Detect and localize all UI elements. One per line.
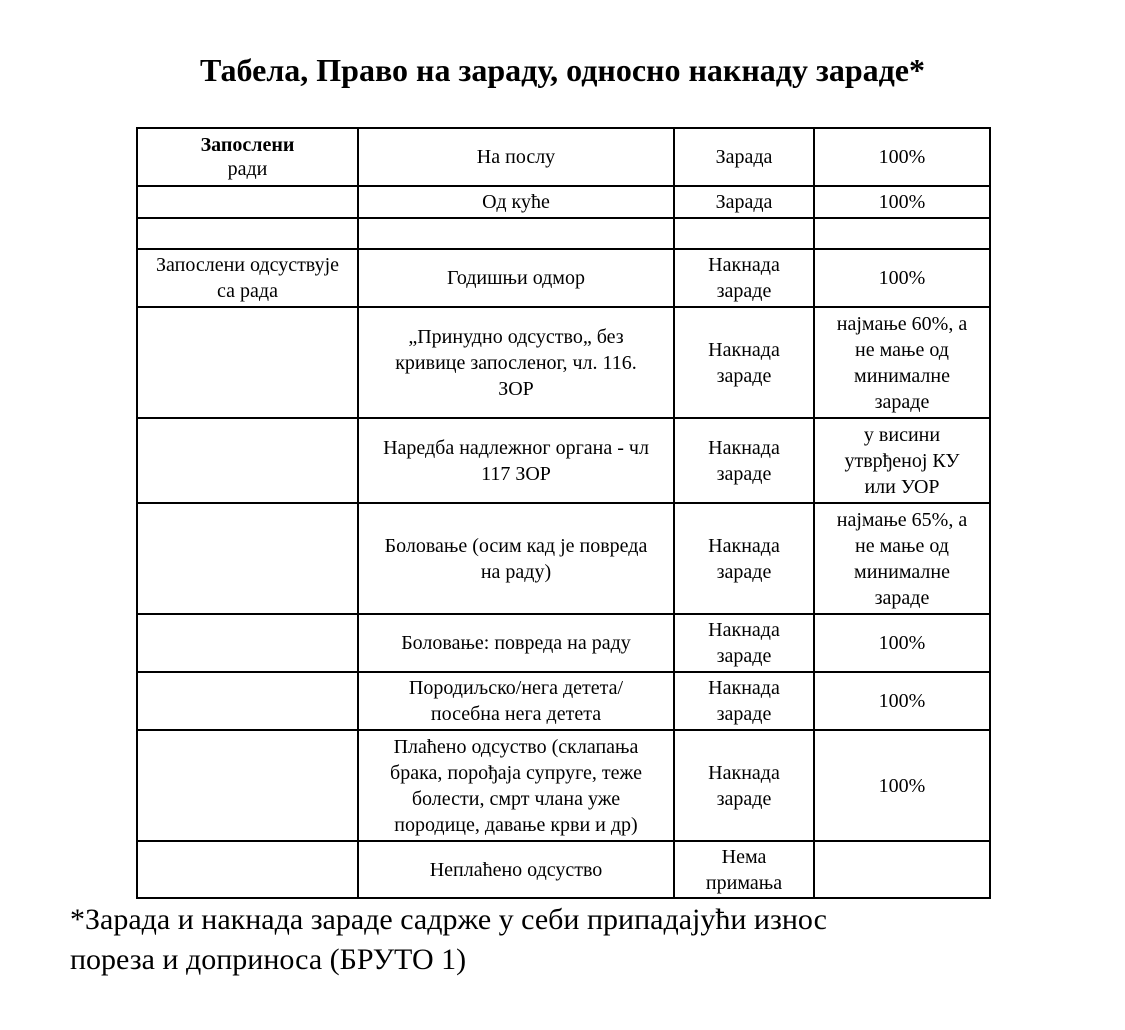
- employee-status-cell: [137, 730, 358, 841]
- cell-heading: Запослени: [200, 134, 295, 156]
- amount-cell: [814, 841, 990, 898]
- amount-cell: најмање 65%, а не мање од минималне зараде: [814, 503, 990, 614]
- table-row: [137, 128, 990, 186]
- amount-cell: 100%: [814, 614, 990, 672]
- amount-cell: најмање 60%, а не мање од минималне зараде: [814, 307, 990, 418]
- employee-status-cell: [137, 614, 358, 672]
- employee-status-cell: [137, 186, 358, 218]
- payment-type-cell: Накнада зараде: [674, 418, 814, 503]
- footnote: *Зарада и накнада зараде садрже у себи припадајући износ пореза и доприноса (БРУТО 1): [70, 903, 827, 976]
- table-row: [137, 307, 990, 418]
- situation-cell: [358, 218, 674, 249]
- amount-cell: 100%: [814, 672, 990, 730]
- situation-cell: Од куће: [358, 186, 674, 218]
- payment-type-cell: Накнада зараде: [674, 730, 814, 841]
- amount-cell: 100%: [814, 186, 990, 218]
- table-row: [137, 614, 990, 672]
- wage-entitlement-table: [136, 127, 991, 899]
- amount-cell: 100%: [814, 730, 990, 841]
- situation-cell: Наредба надлежног органа - чл 117 ЗОР: [358, 418, 674, 503]
- employee-status-cell: [137, 307, 358, 418]
- employee-status-cell: [137, 418, 358, 503]
- situation-cell: На послу: [358, 128, 674, 186]
- table-row: [137, 418, 990, 503]
- situation-cell: Годишњи одмор: [358, 249, 674, 307]
- payment-type-cell: Зарада: [674, 128, 814, 186]
- table-row: [137, 249, 990, 307]
- table-row: [137, 730, 990, 841]
- situation-cell: Боловање (осим кад је повреда на раду): [358, 503, 674, 614]
- table-row: [137, 218, 990, 249]
- payment-type-cell: Накнада зараде: [674, 503, 814, 614]
- cell-subheading: ради: [227, 158, 268, 180]
- payment-type-cell: Накнада зараде: [674, 307, 814, 418]
- table-row: [137, 186, 990, 218]
- employee-status-cell: [137, 841, 358, 898]
- situation-cell: Боловање: повреда на раду: [358, 614, 674, 672]
- employee-status-cell: [137, 128, 358, 186]
- amount-cell: [814, 218, 990, 249]
- table-row: [137, 503, 990, 614]
- payment-type-cell: Зарада: [674, 186, 814, 218]
- employee-status-cell: [137, 218, 358, 249]
- payment-type-cell: Накнада зараде: [674, 614, 814, 672]
- payment-type-cell: Накнада зараде: [674, 249, 814, 307]
- employee-status-cell: [137, 503, 358, 614]
- employee-status-cell: Запослени одсуствује са рада: [137, 249, 358, 307]
- amount-cell: 100%: [814, 128, 990, 186]
- situation-cell: „Принудно одсуство„ без кривице запосленог, чл. 116. ЗОР: [358, 307, 674, 418]
- payment-type-cell: Нема примања: [674, 841, 814, 898]
- employee-status-cell: [137, 672, 358, 730]
- situation-cell: Породиљско/нега детета/ посебна нега детета: [358, 672, 674, 730]
- situation-cell: Плаћено одсуство (склапања брака, порођаја супруге, теже болести, смрт члана уже породице, давање крви и др): [358, 730, 674, 841]
- document-title: Табела, Право на зараду, односно накнаду зараде*: [200, 52, 925, 88]
- amount-cell: у висини утврђеној КУ или УОР: [814, 418, 990, 503]
- payment-type-cell: Накнада зараде: [674, 672, 814, 730]
- table-row: [137, 672, 990, 730]
- situation-cell: Неплаћено одсуство: [358, 841, 674, 898]
- table-row: [137, 841, 990, 898]
- payment-type-cell: [674, 218, 814, 249]
- amount-cell: 100%: [814, 249, 990, 307]
